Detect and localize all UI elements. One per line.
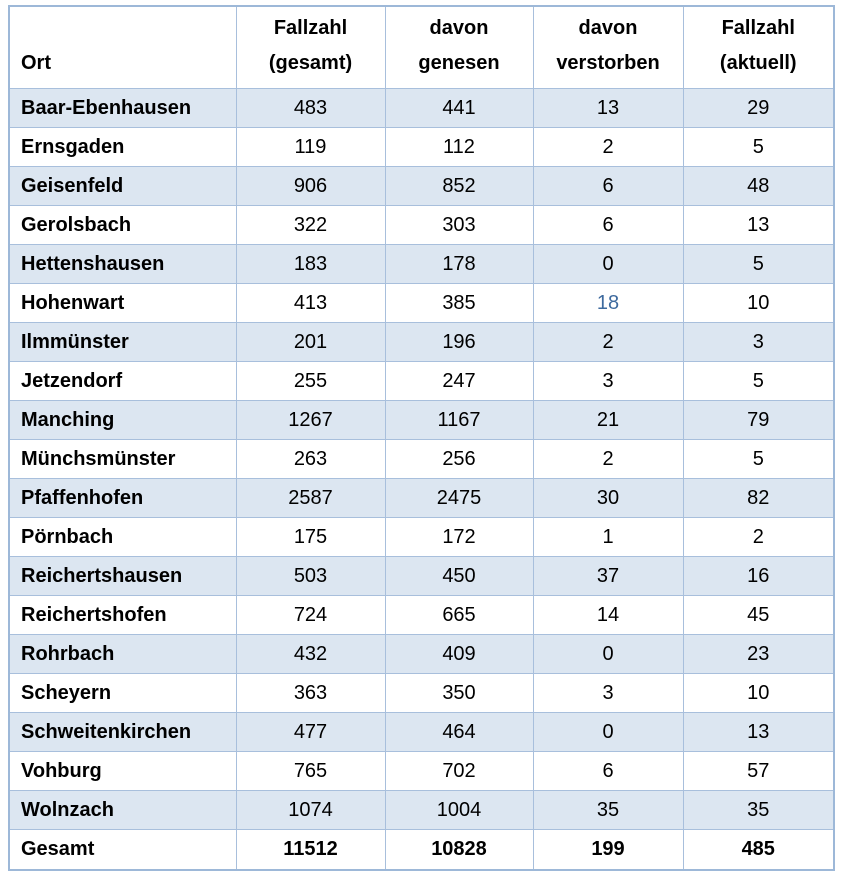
ort-cell: Reichertshofen xyxy=(9,596,236,635)
value-cell: 503 xyxy=(236,557,385,596)
value-cell: 2 xyxy=(533,323,683,362)
value-cell: 852 xyxy=(385,167,533,206)
table-row xyxy=(9,752,834,791)
table-row xyxy=(9,206,834,245)
value-cell: 5 xyxy=(683,128,834,167)
table-row xyxy=(9,362,834,401)
table-row xyxy=(9,674,834,713)
value-cell: 5 xyxy=(683,245,834,284)
value-cell: 2 xyxy=(683,518,834,557)
value-cell: 1267 xyxy=(236,401,385,440)
value-cell: 0 xyxy=(533,713,683,752)
value-cell: 2587 xyxy=(236,479,385,518)
ort-cell: Geisenfeld xyxy=(9,167,236,206)
value-cell: 37 xyxy=(533,557,683,596)
value-cell: 765 xyxy=(236,752,385,791)
ort-cell: Münchsmünster xyxy=(9,440,236,479)
table-row xyxy=(9,596,834,635)
value-cell: 21 xyxy=(533,401,683,440)
table-row xyxy=(9,89,834,128)
table-row xyxy=(9,167,834,206)
col-header-fallzahl-gesamt-line2: (gesamt) xyxy=(268,52,353,74)
value-cell: 6 xyxy=(533,752,683,791)
table-row xyxy=(9,479,834,518)
value-cell: 322 xyxy=(236,206,385,245)
ort-cell: Gerolsbach xyxy=(9,206,236,245)
value-cell: 724 xyxy=(236,596,385,635)
value-cell: 82 xyxy=(683,479,834,518)
value-cell: 3 xyxy=(683,323,834,362)
table-row xyxy=(9,128,834,167)
accent-value-cell: 18 xyxy=(533,284,683,323)
value-cell: 385 xyxy=(385,284,533,323)
value-cell: 1074 xyxy=(236,791,385,830)
value-cell: 413 xyxy=(236,284,385,323)
ort-cell: Pörnbach xyxy=(9,518,236,557)
value-cell: 79 xyxy=(683,401,834,440)
value-cell: 255 xyxy=(236,362,385,401)
table-row xyxy=(9,284,834,323)
value-cell: 1 xyxy=(533,518,683,557)
value-cell: 183 xyxy=(236,245,385,284)
ort-cell: Rohrbach xyxy=(9,635,236,674)
value-cell: 350 xyxy=(385,674,533,713)
table-row xyxy=(9,245,834,284)
value-cell: 16 xyxy=(683,557,834,596)
value-cell: 409 xyxy=(385,635,533,674)
cases-table-container xyxy=(8,5,835,871)
col-header-davon-verstorben-line2: verstorben xyxy=(556,52,660,74)
value-cell: 6 xyxy=(533,167,683,206)
col-header-davon-verstorben xyxy=(533,6,683,89)
ort-cell: Ernsgaden xyxy=(9,128,236,167)
table-row xyxy=(9,518,834,557)
ort-cell: Reichertshausen xyxy=(9,557,236,596)
table-row xyxy=(9,401,834,440)
ort-cell: Pfaffenhofen xyxy=(9,479,236,518)
col-header-fallzahl-aktuell-line1: Fallzahl xyxy=(721,17,795,39)
value-cell: 0 xyxy=(533,635,683,674)
value-cell: 256 xyxy=(385,440,533,479)
value-cell: 35 xyxy=(683,791,834,830)
value-cell: 5 xyxy=(683,362,834,401)
value-cell: 10 xyxy=(683,284,834,323)
value-cell: 906 xyxy=(236,167,385,206)
value-cell: 29 xyxy=(683,89,834,128)
value-cell: 363 xyxy=(236,674,385,713)
value-cell: 303 xyxy=(385,206,533,245)
value-cell: 201 xyxy=(236,323,385,362)
value-cell: 119 xyxy=(236,128,385,167)
col-header-ort-line1 xyxy=(10,11,236,46)
value-cell: 3 xyxy=(533,674,683,713)
value-cell: 702 xyxy=(385,752,533,791)
value-cell: 0 xyxy=(533,245,683,284)
table-row xyxy=(9,440,834,479)
value-cell: 10 xyxy=(683,674,834,713)
total-label-cell: Gesamt xyxy=(9,830,236,871)
value-cell: 196 xyxy=(385,323,533,362)
value-cell: 14 xyxy=(533,596,683,635)
table-footer xyxy=(9,830,834,871)
value-cell: 483 xyxy=(236,89,385,128)
ort-cell: Vohburg xyxy=(9,752,236,791)
total-verstorben-cell: 199 xyxy=(533,830,683,871)
table-row xyxy=(9,791,834,830)
value-cell: 450 xyxy=(385,557,533,596)
header-row xyxy=(9,6,834,89)
value-cell: 464 xyxy=(385,713,533,752)
table-row xyxy=(9,557,834,596)
ort-cell: Jetzendorf xyxy=(9,362,236,401)
value-cell: 247 xyxy=(385,362,533,401)
col-header-fallzahl-aktuell-line2: (aktuell) xyxy=(719,52,797,74)
value-cell: 665 xyxy=(385,596,533,635)
col-header-fallzahl-aktuell xyxy=(683,6,834,89)
value-cell: 57 xyxy=(683,752,834,791)
col-header-davon-verstorben-line1: davon xyxy=(578,17,638,39)
value-cell: 477 xyxy=(236,713,385,752)
value-cell: 23 xyxy=(683,635,834,674)
ort-cell: Manching xyxy=(9,401,236,440)
total-row xyxy=(9,830,834,871)
table-row xyxy=(9,323,834,362)
value-cell: 263 xyxy=(236,440,385,479)
value-cell: 172 xyxy=(385,518,533,557)
value-cell: 1004 xyxy=(385,791,533,830)
value-cell: 3 xyxy=(533,362,683,401)
value-cell: 2 xyxy=(533,440,683,479)
value-cell: 13 xyxy=(683,206,834,245)
value-cell: 30 xyxy=(533,479,683,518)
value-cell: 2 xyxy=(533,128,683,167)
col-header-davon-genesen-line1: davon xyxy=(429,17,489,39)
value-cell: 5 xyxy=(683,440,834,479)
ort-cell: Ilmmünster xyxy=(9,323,236,362)
value-cell: 441 xyxy=(385,89,533,128)
col-header-fallzahl-gesamt xyxy=(236,6,385,89)
value-cell: 1167 xyxy=(385,401,533,440)
col-header-ort xyxy=(9,6,236,89)
table-header xyxy=(9,6,834,89)
total-aktuell-cell: 485 xyxy=(683,830,834,871)
value-cell: 432 xyxy=(236,635,385,674)
col-header-davon-genesen-line2: genesen xyxy=(418,52,500,74)
col-header-davon-genesen xyxy=(385,6,533,89)
ort-cell: Hohenwart xyxy=(9,284,236,323)
value-cell: 6 xyxy=(533,206,683,245)
value-cell: 45 xyxy=(683,596,834,635)
value-cell: 2475 xyxy=(385,479,533,518)
col-header-fallzahl-gesamt-line1: Fallzahl xyxy=(273,17,348,39)
value-cell: 178 xyxy=(385,245,533,284)
value-cell: 13 xyxy=(533,89,683,128)
value-cell: 112 xyxy=(385,128,533,167)
ort-cell: Schweitenkirchen xyxy=(9,713,236,752)
total-genesen-cell: 10828 xyxy=(385,830,533,871)
covid-cases-table xyxy=(8,5,835,871)
value-cell: 48 xyxy=(683,167,834,206)
col-header-ort-line2: Ort xyxy=(21,52,51,74)
value-cell: 13 xyxy=(683,713,834,752)
table-row xyxy=(9,713,834,752)
ort-cell: Baar-Ebenhausen xyxy=(9,89,236,128)
value-cell: 175 xyxy=(236,518,385,557)
table-row xyxy=(9,635,834,674)
total-gesamt-cell: 11512 xyxy=(236,830,385,871)
value-cell: 35 xyxy=(533,791,683,830)
ort-cell: Hettenshausen xyxy=(9,245,236,284)
ort-cell: Scheyern xyxy=(9,674,236,713)
table-body xyxy=(9,89,834,830)
ort-cell: Wolnzach xyxy=(9,791,236,830)
